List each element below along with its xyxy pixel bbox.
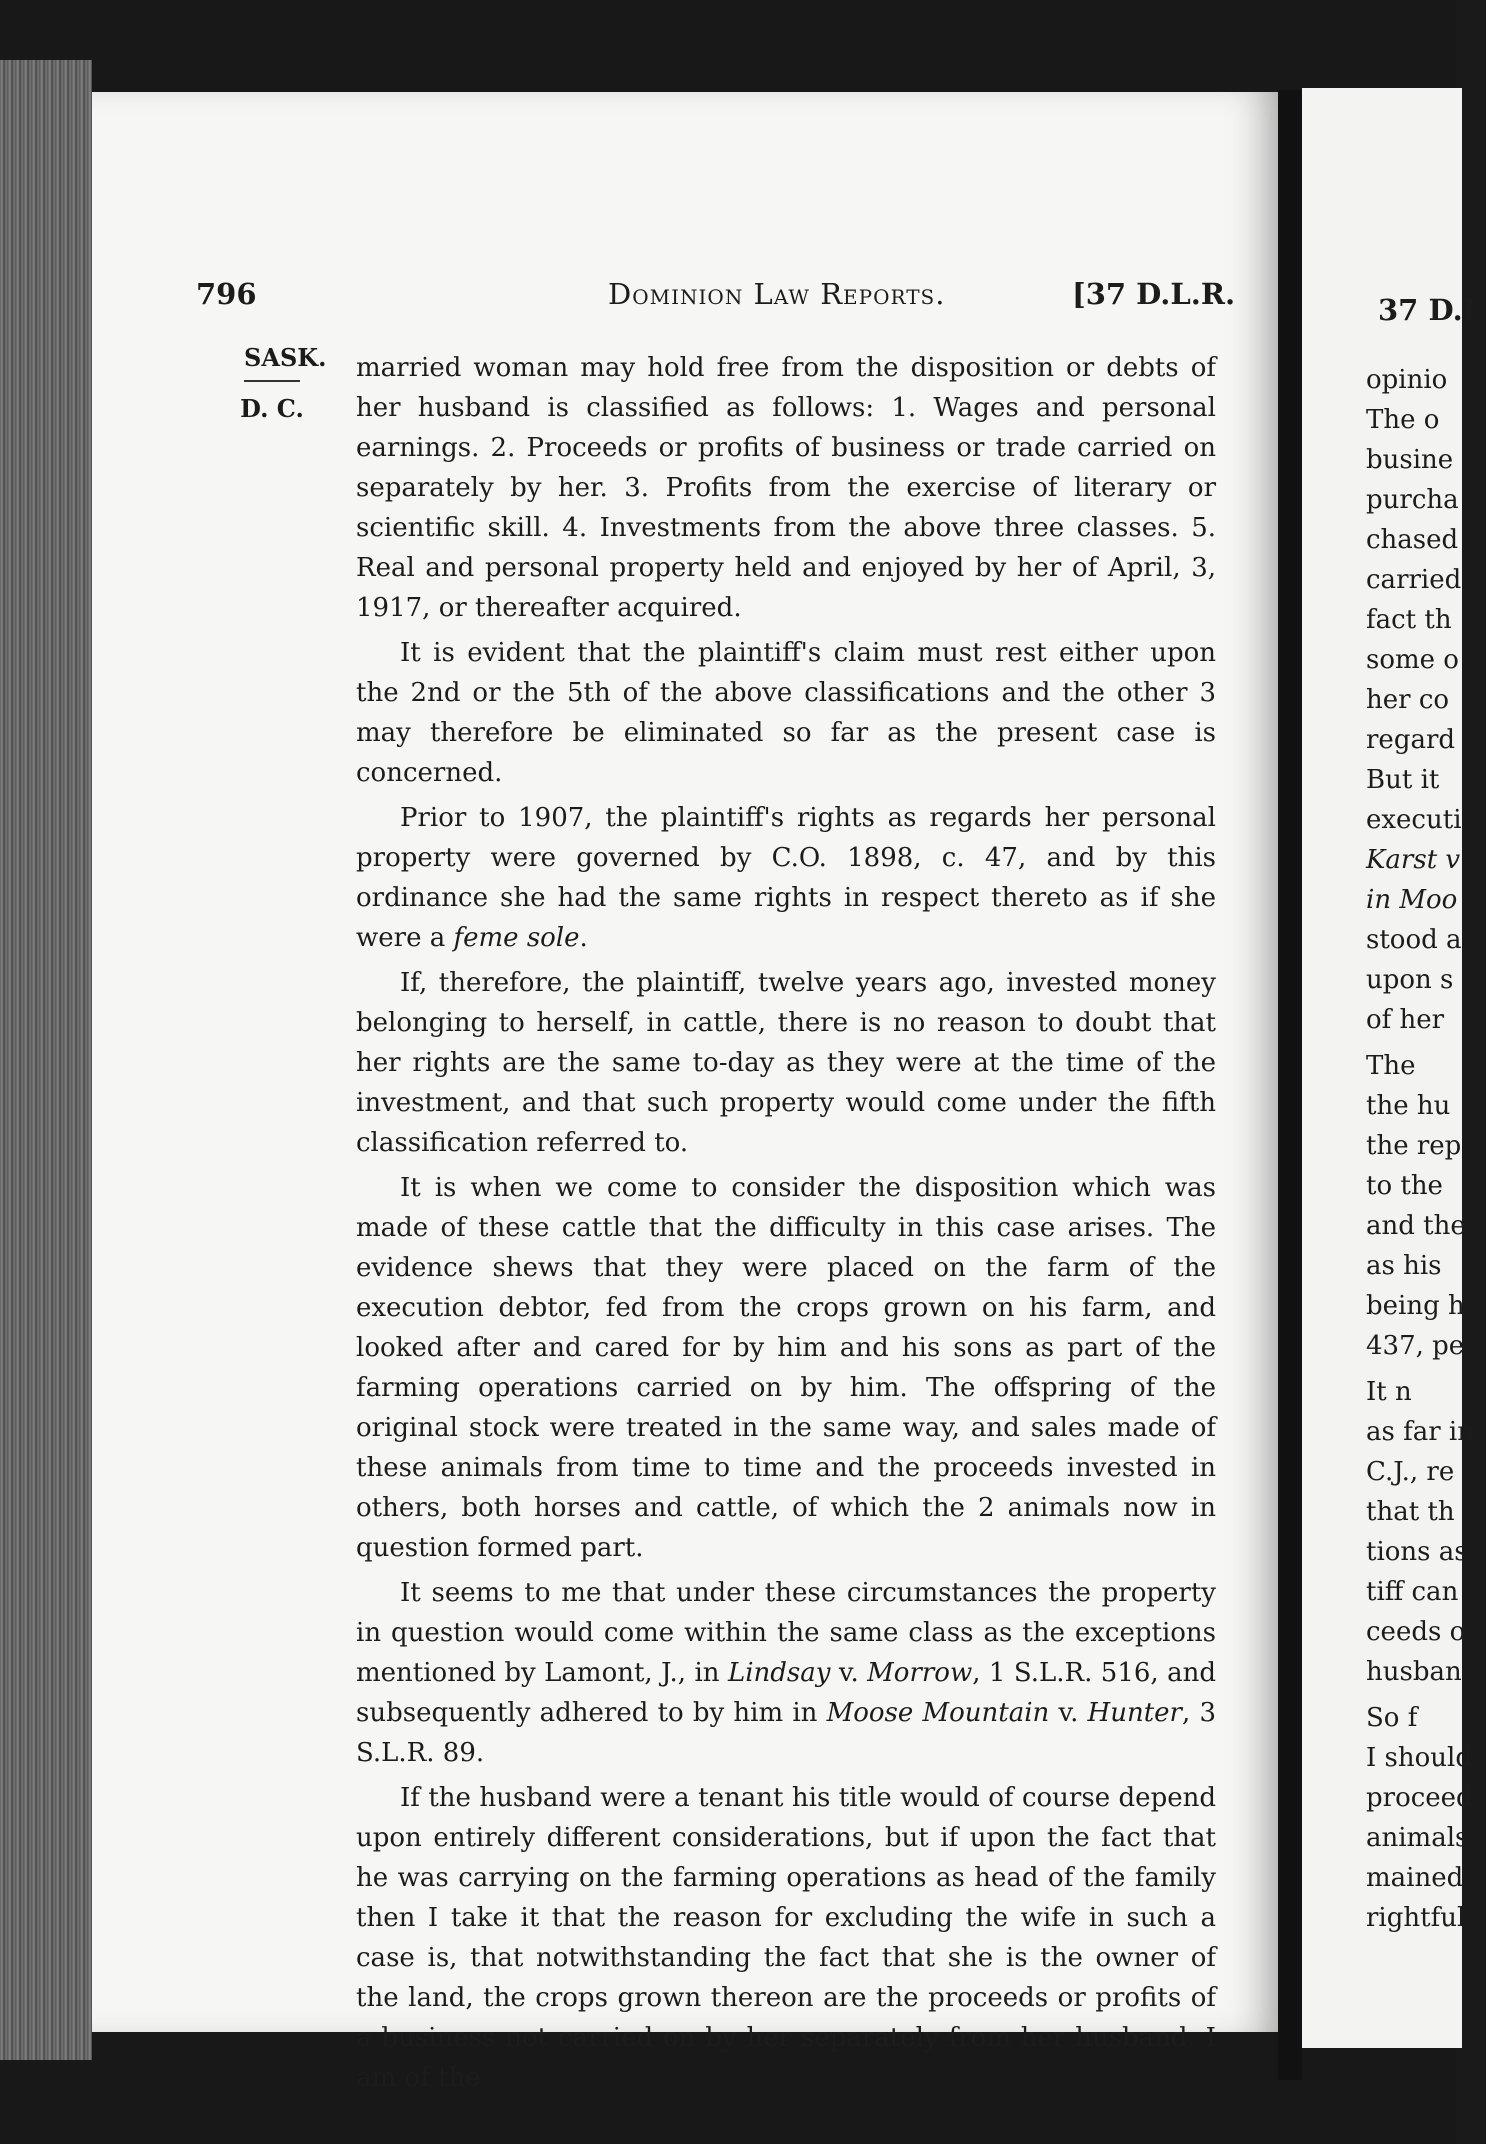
- right-page-text: [1366, 360, 1486, 1938]
- paragraph-3: Prior to 1907, the plaintiff's rights as regards her personal property were governed by C.O. 1898, c. 47, and by this ordinance she had the same rights in respect thereto as if she were a feme sole.: [356, 803, 1216, 953]
- right-page-line: opinio: [1366, 365, 1448, 395]
- right-page-line: I should: [1366, 1743, 1472, 1773]
- paragraph-4: If, therefore, the plaintiff, twelve years ago, invested money belonging to herself, in cattle, there is no reason to doubt that her rights are the same to-day as they were at the time of the investment, and that such property would come under the fifth classification referred to.: [356, 968, 1216, 1158]
- volume-reference: [37 D.L.R.: [1072, 277, 1236, 311]
- right-page-line: proceed: [1366, 1783, 1473, 1813]
- right-page-line: husban: [1366, 1657, 1462, 1687]
- book-page-edges: [0, 60, 92, 2060]
- right-page-line: the hu: [1366, 1091, 1451, 1121]
- right-page-line: some o: [1366, 645, 1459, 675]
- court-mark: D. C.: [240, 394, 304, 423]
- right-page-line: executi: [1366, 805, 1462, 835]
- right-page-line: in Moo: [1366, 885, 1458, 915]
- right-page-line: The o: [1366, 405, 1440, 435]
- paragraph-5: It is when we come to consider the disposition which was made of these cattle that the difficulty in this case arises. The evidence shews that they were placed on the farm of the execution debtor, fed from the crops grown on his farm, and looked after and cared for by him and his sons as part of the farming operations carried on by him. The offspring of the original stock were treated in the same way, and sales made of these animals from time to time and the proceeds invested in others, both horses and cattle, of which the 2 animals now in question formed part.: [356, 1173, 1216, 1563]
- right-page-header: 37 D.I: [1378, 293, 1477, 327]
- right-page-line: So f: [1366, 1703, 1418, 1733]
- running-header: [0, 277, 1456, 317]
- right-page-line: purcha: [1366, 485, 1459, 515]
- right-page-line: tiff can: [1366, 1577, 1459, 1607]
- paragraph-2: It is evident that the plaintiff's claim must rest either upon the 2nd or the 5th of the above classifications and the other 3 may therefore be eliminated so far as the present case is concerned.: [356, 638, 1216, 788]
- right-page-line: of her: [1366, 1005, 1445, 1035]
- right-page-line: carried: [1366, 565, 1462, 595]
- paragraph-6: It seems to me that under these circumstances the property in question would come within the same class as the exceptions mentioned by Lamont, J., in Lindsay v. Morrow, 1 S.L.R. 516, and subsequently adhered to by him in Moose Mountain v. Hunter, 3 S.L.R. 89.: [356, 1578, 1216, 1768]
- right-page-line: chased: [1366, 525, 1459, 555]
- book-gutter: [1278, 90, 1302, 2080]
- page-number: 796: [196, 277, 257, 311]
- right-page-line: But it: [1366, 765, 1440, 795]
- right-page-line: animals: [1366, 1823, 1469, 1853]
- right-page-line: busine: [1366, 445, 1454, 475]
- paragraph-7: If the husband were a tenant his title would of course depend upon entirely different considerations, but if upon the fact that he was carrying on the farming operations as head of the family then I take it that the reason for excluding the wife in such a case is, that notwithstanding the fact that she is the owner of the land, the crops grown thereon are the proceeds or profits of a business not carried on by her separately from her husband. I am of the: [356, 1783, 1216, 2093]
- right-page-line: to the: [1366, 1171, 1443, 1201]
- right-page-line: that th: [1366, 1497, 1455, 1527]
- right-page-line: tions as: [1366, 1537, 1468, 1567]
- right-page-line: stood a: [1366, 925, 1462, 955]
- right-page-line: fact th: [1366, 605, 1452, 635]
- right-page-line: mained: [1366, 1863, 1464, 1893]
- right-page-line: her co: [1366, 685, 1450, 715]
- right-page-line: rightful: [1366, 1903, 1466, 1933]
- running-title: Dominion Law Reports.: [608, 277, 946, 311]
- right-page-line: Karst v: [1366, 845, 1461, 875]
- right-page-line: The: [1366, 1051, 1416, 1081]
- paragraph-1: married woman may hold free from the disposition or debts of her husband is classified as follows: 1. Wages and personal earnings. 2. Proceeds or profits of business or trade carried on separately by her. 3. Profits from the exercise of literary or scientific skill. 4. Investments from the above three classes. 5. Real and personal property held and enjoyed by her of April, 3, 1917, or thereafter acquired.: [356, 353, 1216, 623]
- right-page-line: upon s: [1366, 965, 1454, 995]
- right-page-line: ceeds o: [1366, 1617, 1466, 1647]
- province-mark: SASK.: [244, 343, 300, 382]
- right-page-line: It n: [1366, 1377, 1412, 1407]
- right-page-line: regard: [1366, 725, 1456, 755]
- right-page-line: 437, pe: [1366, 1331, 1465, 1361]
- right-page-line: as his: [1366, 1251, 1442, 1281]
- right-page-line: as far in: [1366, 1417, 1474, 1447]
- body-text: [356, 348, 1216, 2103]
- right-page-line: and the: [1366, 1211, 1466, 1241]
- right-page-line: the rep: [1366, 1131, 1462, 1161]
- margin-notes: [232, 343, 327, 423]
- right-page-line: being h: [1366, 1291, 1465, 1321]
- right-page-line: C.J., re: [1366, 1457, 1455, 1487]
